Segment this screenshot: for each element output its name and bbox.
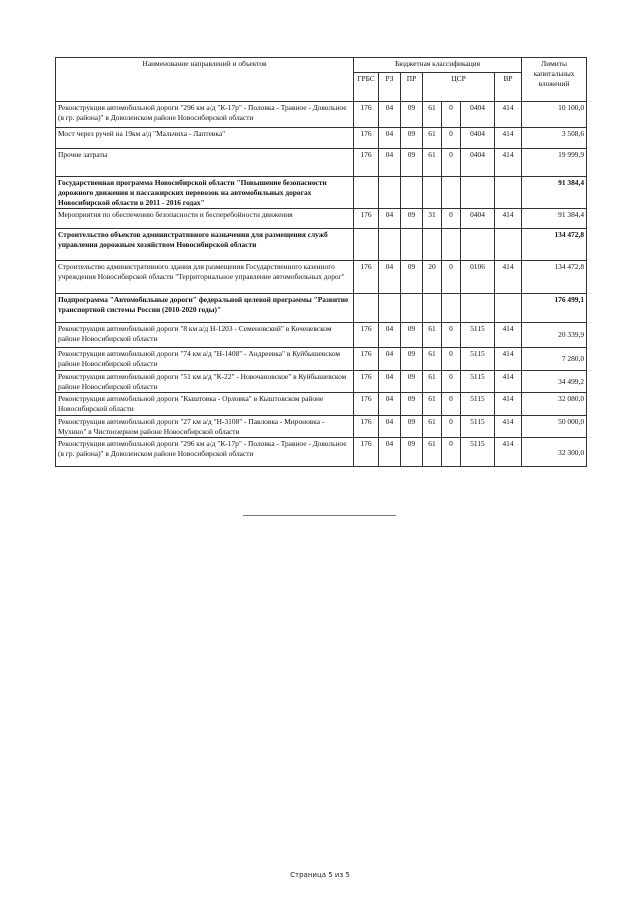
row-code-c3: 5115 [461,415,495,438]
table-row [56,348,587,371]
row-code-pr [401,294,423,323]
row-code-c1: 61 [423,323,442,348]
row-code-pr: 09 [401,261,423,294]
row-code-rz: 04 [379,128,401,149]
row-code-vr [495,229,522,261]
table-row [56,438,587,467]
row-code-c1 [423,229,442,261]
row-code-vr: 414 [495,393,522,416]
row-code-c1: 61 [423,128,442,149]
col-header-limits: Лимиты капитальных вложений [522,58,587,102]
row-code-vr: 414 [495,323,522,348]
row-code-c3: 0404 [461,209,495,229]
row-code-c2 [442,229,461,261]
row-code-c2: 0 [442,209,461,229]
row-code-pr: 09 [401,149,423,177]
row-sum: 3 508,6 [522,128,587,149]
row-code-c1: 61 [423,415,442,438]
table-row [56,177,587,209]
row-code-rz [379,177,401,209]
row-code-c2: 0 [442,415,461,438]
row-code-pr: 09 [401,209,423,229]
row-code-vr: 414 [495,438,522,467]
row-code-c3: 0106 [461,261,495,294]
col-header-vr: ВР [495,73,522,102]
row-sum: 32 080,0 [522,393,587,416]
row-name: Подпрограмма "Автомобильные дороги" федеральной целевой программы "Развитие транспортной системы России (2010-2020 годы)" [56,294,354,323]
row-code-pr [401,229,423,261]
table-row [56,149,587,177]
row-code-c2: 0 [442,393,461,416]
row-sum: 34 499,2 [522,370,587,393]
row-code-vr: 414 [495,370,522,393]
row-code-c2: 0 [442,102,461,128]
row-code-c3: 5115 [461,348,495,371]
row-code-c3: 5115 [461,323,495,348]
row-code-rz: 04 [379,209,401,229]
row-code-c2: 0 [442,370,461,393]
row-sum: 7 280,0 [522,348,587,371]
row-sum: 91 384,4 [522,177,587,209]
row-code-c2 [442,177,461,209]
row-code-pr: 09 [401,102,423,128]
row-code-vr: 414 [495,128,522,149]
row-code-rz: 04 [379,415,401,438]
row-name: Государственная программа Новосибирской области "Повышение безопасности дорожного движения и пассажирских перевозок на автомобильных дорогах Новосибирской области в 2011 - 2016 годах" [56,177,354,209]
row-code-vr: 414 [495,209,522,229]
row-code-c1: 61 [423,102,442,128]
row-code-c3 [461,177,495,209]
table-row [56,261,587,294]
col-header-name: Наименование направлений и объектов [56,58,354,102]
row-code-pr [401,177,423,209]
row-name: Строительство объектов административного назначения для размещения служб управления дорожным хозяйством Новосибирской области [56,229,354,261]
row-code-c1: 61 [423,393,442,416]
row-code-c1: 61 [423,438,442,467]
page-number: Страница 5 из 5 [290,871,350,879]
col-header-csr: ЦСР [423,73,495,102]
row-code-grbs: 176 [354,370,379,393]
row-code-c3: 0404 [461,149,495,177]
row-code-rz: 04 [379,438,401,467]
col-header-classification: Бюджетная классификация [354,58,522,73]
row-code-vr [495,177,522,209]
table-row [56,102,587,128]
col-header-pr: ПР [401,73,423,102]
row-code-grbs [354,177,379,209]
table-row [56,370,587,393]
row-code-pr: 09 [401,393,423,416]
row-name: Реконструкция автомобильной дороги "27 км а/д "Н-3108" - Павловка - Мироновка - Мухино" в Чистоозерном районе Новосибирской области [56,415,354,438]
table-row [56,128,587,149]
row-code-rz: 04 [379,149,401,177]
row-code-c1: 61 [423,370,442,393]
row-sum: 91 384,4 [522,209,587,229]
row-sum: 20 339,9 [522,323,587,348]
row-code-c1: 31 [423,209,442,229]
row-code-rz: 04 [379,393,401,416]
row-code-c3: 0404 [461,128,495,149]
row-code-rz [379,229,401,261]
row-code-grbs: 176 [354,261,379,294]
row-code-c2: 0 [442,261,461,294]
row-code-c1 [423,294,442,323]
row-code-grbs [354,229,379,261]
row-code-pr: 09 [401,370,423,393]
row-code-c2: 0 [442,438,461,467]
row-code-grbs [354,294,379,323]
col-header-grbs: ГРБС [354,73,379,102]
row-code-vr: 414 [495,102,522,128]
row-code-rz: 04 [379,261,401,294]
row-code-grbs: 176 [354,209,379,229]
row-code-vr: 414 [495,261,522,294]
row-name: Реконструкция автомобильной дороги "51 км а/д "К-22" - Новочановское" в Куйбышевском районе Новосибирской области [56,370,354,393]
row-code-grbs: 176 [354,348,379,371]
row-code-c3 [461,229,495,261]
row-name: Прочие затраты [56,149,354,177]
row-code-grbs: 176 [354,149,379,177]
row-code-grbs: 176 [354,102,379,128]
row-code-rz [379,294,401,323]
row-name: Строительство административного здания для размещения Государственного казенного учреждения Новосибирской области "Территориальное управление автомобильных дорог" [56,261,354,294]
row-code-pr: 09 [401,323,423,348]
row-code-c1 [423,177,442,209]
table-body [56,102,587,467]
row-sum: 134 472,8 [522,261,587,294]
row-name: Реконструкция автомобильной дороги "Кыштовка - Орловка" в Кыштовском районе Новосибирской области [56,393,354,416]
row-sum: 32 300,0 [522,438,587,467]
row-code-c2: 0 [442,149,461,177]
row-code-grbs: 176 [354,128,379,149]
row-code-grbs: 176 [354,415,379,438]
row-code-vr: 414 [495,415,522,438]
row-sum: 19 999,9 [522,149,587,177]
budget-table [55,57,587,467]
row-name: Реконструкция автомобильной дороги "74 км а/д "Н-1408" - Андреевка" в Куйбышевском районе Новосибирской области [56,348,354,371]
row-code-c2: 0 [442,323,461,348]
row-name: Реконструкция автомобильной дороги "296 км а/д "К-17р" - Половка - Травное - Довольное (в гр. района)" в Доволенском районе Новосибирской области [56,438,354,467]
row-sum: 134 472,8 [522,229,587,261]
col-header-rz: РЗ [379,73,401,102]
row-code-c3: 5115 [461,438,495,467]
row-code-vr [495,294,522,323]
row-code-c3: 0404 [461,102,495,128]
row-name: Мост через ручей на 19км а/д "Мальчиха - Лаптевка" [56,128,354,149]
row-sum: 10 100,0 [522,102,587,128]
row-code-grbs: 176 [354,393,379,416]
row-code-c3 [461,294,495,323]
row-code-pr: 09 [401,438,423,467]
row-name: Реконструкция автомобильной дороги "8 км а/д Н-1203 - Семеновский" в Коченевском районе Новосибирской области [56,323,354,348]
row-code-c1: 20 [423,261,442,294]
row-code-c3: 5115 [461,393,495,416]
row-code-grbs: 176 [354,323,379,348]
row-code-c1: 61 [423,149,442,177]
table-row [56,229,587,261]
row-code-rz: 04 [379,102,401,128]
row-code-pr: 09 [401,128,423,149]
row-code-vr: 414 [495,348,522,371]
row-code-grbs: 176 [354,438,379,467]
row-code-vr: 414 [495,149,522,177]
row-name: Реконструкция автомобильной дороги "296 км а/д "К-17р" - Половка - Травное - Довольное (в гр. района)" в Доволенском районе Новосибирской области [56,102,354,128]
row-code-c1: 61 [423,348,442,371]
row-code-rz: 04 [379,348,401,371]
row-code-c2 [442,294,461,323]
table-row [56,294,587,323]
row-code-pr: 09 [401,348,423,371]
table-row [56,393,587,416]
row-code-rz: 04 [379,323,401,348]
table-row [56,415,587,438]
row-code-c3: 5115 [461,370,495,393]
separator-line [243,515,396,516]
row-sum: 176 499,1 [522,294,587,323]
table-row [56,323,587,348]
row-code-c2: 0 [442,128,461,149]
row-code-rz: 04 [379,370,401,393]
header-row-top [56,58,587,73]
row-name: Мероприятия по обеспечению безопасности и бесперебойности движения [56,209,354,229]
table-row [56,209,587,229]
row-sum: 50 000,0 [522,415,587,438]
row-code-c2: 0 [442,348,461,371]
row-code-pr: 09 [401,415,423,438]
